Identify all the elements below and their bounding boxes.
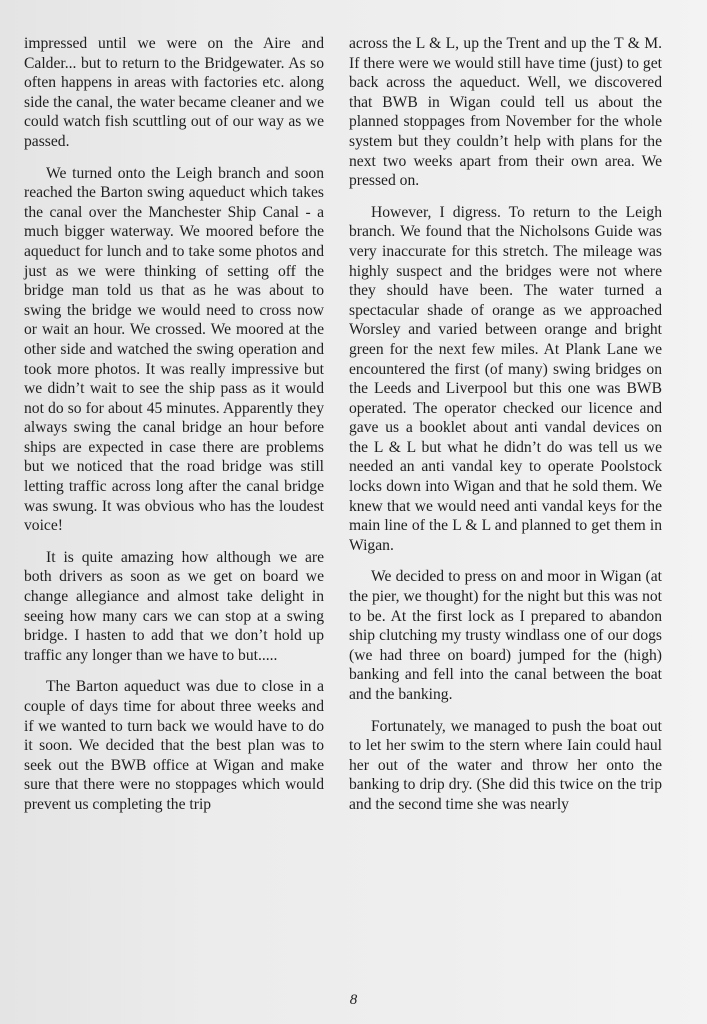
left-text-column	[24, 34, 324, 827]
right-text-column	[349, 34, 662, 827]
paragraph: It is quite amazing how although we are both drivers as soon as we get on board we change allegiance and almost take delight in seeing how many cars we can stop at a swing bridge. I hasten to add that we don’t hold up traffic any longer than we have to but.....	[24, 548, 324, 664]
paragraph: impressed until we were on the Aire and Calder... but to return to the Bridgewater. As so often happens in areas with factories etc. along side the canal, the water became cleaner and we could watch fish scuttling out of our way as we passed.	[24, 35, 324, 150]
paragraph: However, I digress. To return to the Leigh branch. We found that the Nicholsons Guide was very inaccurate for this stretch. The mileage was highly suspect and the bridges were not where they should have been. The water turned a spectacular shade of orange as we approached Worsley and varied between orange and bright green for the next few miles. At Plank Lane we encountered the first (of many) swing bridges on the Leeds and Liverpool but this one was BWB operated. The operator checked our licence and gave us a booklet about anti vandal devices on the L & L but what he didn’t do was tell us we needed an anti vandal key to operate Poolstock locks down into Wigan and that he sold them. We knew that we would need anti vandal keys for the main line of the L & L and planned to get them in Wigan.	[349, 203, 662, 554]
paragraph: We decided to press on and moor in Wigan (at the pier, we thought) for the night but this was not to be. At the first lock as I prepared to abandon ship clutching my trusty windlass one of our dogs (we had three on board) jumped for the (high) banking and fell into the canal between the boat and the banking.	[349, 568, 662, 703]
paragraph: We turned onto the Leigh branch and soon reached the Barton swing aqueduct which takes the canal over the Manchester Ship Canal - a much bigger waterway. We moored before the aqueduct for lunch and to take some photos and just as we were thinking of setting off the bridge man told us that as he was about to swing the bridge we would need to cross now or wait an hour. We crossed. We moored at the other side and watched the swing operation and took more photos. It was really impressive but we didn’t wait to see the ship pass as it would not do so for about 45 minutes. Apparently they always swing the canal bridge an hour before ships are expected in case there are problems but we noticed that the road bridge was still letting traffic across long after the canal bridge was swung. It was obvious who has the loudest voice!	[24, 164, 324, 535]
page-number: 8	[349, 992, 358, 1008]
paragraph: The Barton aqueduct was due to close in a couple of days time for about three weeks and if we wanted to turn back we would have to do it soon. We decided that the best plan was to seek out the BWB office at Wigan and make sure that there were no stoppages which would prevent us completing the trip	[24, 678, 324, 813]
paragraph: Fortunately, we managed to push the boat out to let her swim to the stern where Iain could haul her out of the water and throw her onto the banking to drip dry. (She did this twice on the trip and the second time she was nearly	[349, 717, 662, 813]
paragraph: across the L & L, up the Trent and up the T & M. If there were we would still have time (just) to get back across the aqueduct. Well, we discovered that BWB in Wigan could tell us about the planned stoppages from November for the whole system but they couldn’t help with plans for the next two weeks apart from their own area. We pressed on.	[349, 35, 662, 190]
